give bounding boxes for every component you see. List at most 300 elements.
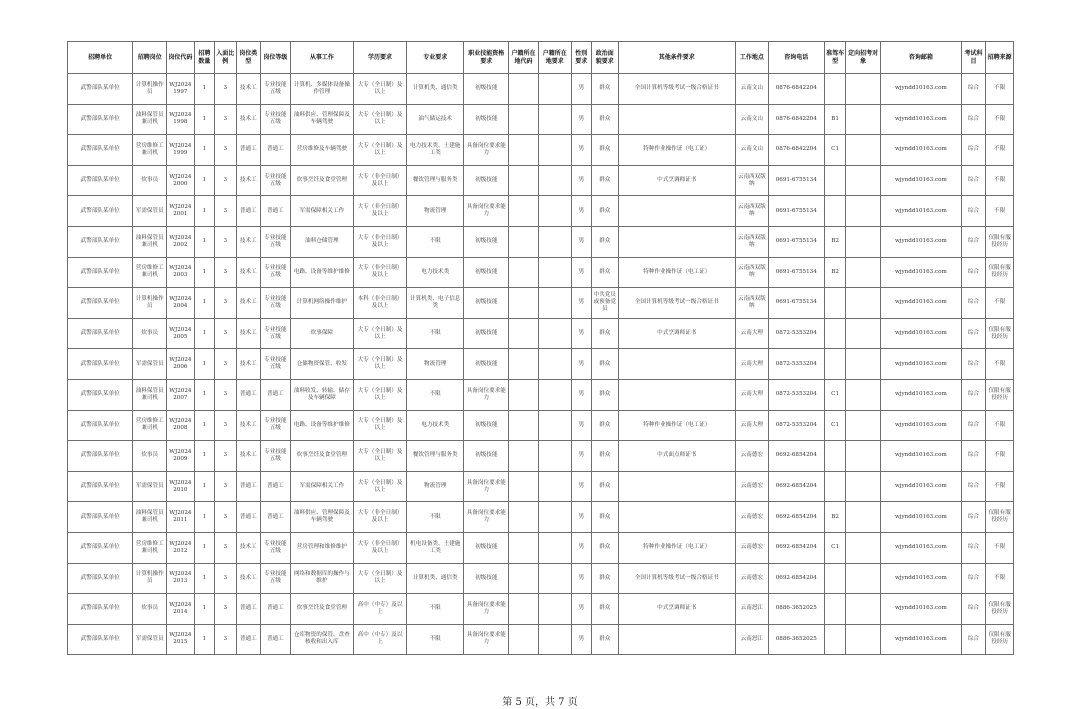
column-header: 其他条件要求 xyxy=(618,42,735,74)
table-row xyxy=(68,410,1014,441)
table-cell: 技术工 xyxy=(236,165,261,196)
table-row xyxy=(68,104,1014,135)
table-cell: 云南文山 xyxy=(736,74,769,105)
table-cell: 不限 xyxy=(986,74,1014,105)
table-cell: 餐饮管理与服务类 xyxy=(407,441,464,472)
table-cell xyxy=(824,288,845,319)
table-cell: 武警部队某单位 xyxy=(68,196,133,227)
table-cell: 男 xyxy=(571,74,591,105)
table-cell: 武警部队某单位 xyxy=(68,257,133,288)
table-cell: 普通工 xyxy=(236,471,261,502)
column-header: 咨询电话 xyxy=(768,42,824,74)
table-cell: 初级技能 xyxy=(464,104,509,135)
table-row xyxy=(68,349,1014,380)
table-cell: 炊事烹饪及食堂管理 xyxy=(290,441,353,472)
table-cell: 技术工 xyxy=(236,257,261,288)
table-cell: 不限 xyxy=(407,624,464,655)
table-cell xyxy=(824,349,845,380)
table-cell xyxy=(509,74,539,105)
table-cell: 初级技能 xyxy=(464,257,509,288)
table-cell: 物流管理 xyxy=(407,196,464,227)
table-cell: 大专（全日制）及以上 xyxy=(354,379,407,410)
table-cell: 初级技能 xyxy=(464,74,509,105)
table-cell: 男 xyxy=(571,502,591,533)
table-cell: 综合 xyxy=(961,349,986,380)
table-cell: 普通工 xyxy=(236,379,261,410)
table-cell: 1 xyxy=(194,104,214,135)
table-cell: 普通工 xyxy=(261,196,291,227)
table-cell: 群众 xyxy=(591,257,618,288)
table-cell: 炊事员 xyxy=(133,165,167,196)
table-cell: wjyndd10163.com xyxy=(881,318,962,349)
column-header: 定向招考对象 xyxy=(846,42,881,74)
table-cell: 计算机类、通信类 xyxy=(407,563,464,594)
table-cell: 云南怒江 xyxy=(736,624,769,655)
table-cell xyxy=(538,257,571,288)
table-cell: 武警部队某单位 xyxy=(68,165,133,196)
table-cell: 男 xyxy=(571,441,591,472)
table-cell: 群众 xyxy=(591,441,618,472)
table-cell: 1 xyxy=(194,74,214,105)
table-cell xyxy=(824,196,845,227)
table-cell: 3 xyxy=(215,288,236,319)
table-cell: 男 xyxy=(571,226,591,257)
table-cell: 专业技能五级 xyxy=(261,165,291,196)
table-cell: 武警部队某单位 xyxy=(68,104,133,135)
table-cell xyxy=(846,441,881,472)
table-row xyxy=(68,165,1014,196)
table-cell xyxy=(509,471,539,502)
table-cell: 0872-5353204 xyxy=(768,318,824,349)
table-cell xyxy=(538,471,571,502)
table-cell xyxy=(538,318,571,349)
table-row xyxy=(68,502,1014,533)
table-cell: 0872-5353204 xyxy=(768,349,824,380)
table-cell: 3 xyxy=(215,318,236,349)
table-cell: 大专（全日制）及以上 xyxy=(354,563,407,594)
table-cell: 技术工 xyxy=(236,349,261,380)
table-cell: 0691-6755134 xyxy=(768,257,824,288)
table-cell xyxy=(509,196,539,227)
table-cell xyxy=(538,104,571,135)
table-cell xyxy=(509,594,539,625)
table-cell xyxy=(846,379,881,410)
table-cell: 初级技能 xyxy=(464,165,509,196)
table-cell xyxy=(509,502,539,533)
table-cell: 初级技能 xyxy=(464,410,509,441)
table-cell: 不限 xyxy=(986,165,1014,196)
table-cell: 具备岗位要求能力 xyxy=(464,594,509,625)
table-cell: 3 xyxy=(215,165,236,196)
table-cell: 群众 xyxy=(591,226,618,257)
table-cell: 电力技术类、土建施工类 xyxy=(407,135,464,166)
table-cell: 群众 xyxy=(591,74,618,105)
table-cell: 男 xyxy=(571,196,591,227)
column-header: 职业技能资格要求 xyxy=(464,42,509,74)
table-cell xyxy=(846,594,881,625)
table-cell: 炊事烹饪及食堂管理 xyxy=(290,594,353,625)
table-cell: 大专（非全日制）及以上 xyxy=(354,196,407,227)
table-cell xyxy=(846,502,881,533)
table-cell: 云南德宏 xyxy=(736,441,769,472)
table-row xyxy=(68,74,1014,105)
table-cell: 中共党员或预备党员 xyxy=(591,288,618,319)
table-cell: 计算机、多媒体设备操作管理 xyxy=(290,74,353,105)
table-cell: 中式烹调师证书 xyxy=(618,594,735,625)
table-cell: 3 xyxy=(215,563,236,594)
table-cell: 综合 xyxy=(961,135,986,166)
table-cell: 3 xyxy=(215,624,236,655)
table-cell: 群众 xyxy=(591,379,618,410)
table-cell xyxy=(846,135,881,166)
table-cell xyxy=(538,135,571,166)
table-cell: 物流管理 xyxy=(407,349,464,380)
table-cell: 不限 xyxy=(407,594,464,625)
table-cell: 综合 xyxy=(961,379,986,410)
table-cell: 云南大理 xyxy=(736,318,769,349)
table-cell: B2 xyxy=(824,502,845,533)
table-cell: 云南文山 xyxy=(736,104,769,135)
table-row xyxy=(68,288,1014,319)
table-cell xyxy=(824,165,845,196)
recruitment-table xyxy=(67,41,1014,655)
table-cell: 云南怒江 xyxy=(736,594,769,625)
table-cell: 综合 xyxy=(961,165,986,196)
table-cell: 具备岗位要求能力 xyxy=(464,135,509,166)
table-cell: WJ2024 2006 xyxy=(167,349,195,380)
table-cell: 男 xyxy=(571,165,591,196)
table-cell: 全国计算机等级考试一级合格证书 xyxy=(618,563,735,594)
table-cell xyxy=(538,532,571,563)
table-cell: 综合 xyxy=(961,441,986,472)
table-cell xyxy=(509,349,539,380)
column-header: 性别要求 xyxy=(571,42,591,74)
table-cell: B2 xyxy=(824,257,845,288)
table-cell: WJ2024 2013 xyxy=(167,563,195,594)
table-cell: 军需保管员 xyxy=(133,196,167,227)
table-cell: 1 xyxy=(194,165,214,196)
table-cell xyxy=(846,257,881,288)
column-header: 专业要求 xyxy=(407,42,464,74)
table-cell: 不限 xyxy=(986,471,1014,502)
table-cell: 普通工 xyxy=(261,624,291,655)
table-cell: 综合 xyxy=(961,594,986,625)
table-cell xyxy=(509,135,539,166)
table-cell xyxy=(538,74,571,105)
column-header: 考试科目 xyxy=(961,42,986,74)
table-cell: 大专（非全日制）及以上 xyxy=(354,165,407,196)
table-cell: wjyndd10163.com xyxy=(881,288,962,319)
table-cell: 云南德宏 xyxy=(736,502,769,533)
table-cell: 专业技能五级 xyxy=(261,74,291,105)
table-cell: 综合 xyxy=(961,226,986,257)
table-cell: 油料保管员兼司机 xyxy=(133,104,167,135)
table-cell: 普通工 xyxy=(261,379,291,410)
table-cell: 群众 xyxy=(591,532,618,563)
table-cell xyxy=(509,532,539,563)
table-cell: 计算机操作员 xyxy=(133,563,167,594)
table-cell: 综合 xyxy=(961,196,986,227)
table-cell: wjyndd10163.com xyxy=(881,594,962,625)
column-header: 准驾车型 xyxy=(824,42,845,74)
table-row xyxy=(68,471,1014,502)
table-cell: 电路、设备等维护维修 xyxy=(290,257,353,288)
column-header: 招聘单位 xyxy=(68,42,133,74)
table-cell: 综合 xyxy=(961,288,986,319)
table-cell: 武警部队某单位 xyxy=(68,471,133,502)
table-cell xyxy=(538,410,571,441)
table-cell xyxy=(846,318,881,349)
table-cell xyxy=(538,226,571,257)
table-cell: WJ2024 1997 xyxy=(167,74,195,105)
table-cell: 仅限有服役经历 xyxy=(986,624,1014,655)
table-cell: 仅限有服役经历 xyxy=(986,502,1014,533)
table-cell: 不限 xyxy=(407,502,464,533)
table-cell xyxy=(538,563,571,594)
table-cell: 群众 xyxy=(591,410,618,441)
table-row xyxy=(68,196,1014,227)
table-cell: wjyndd10163.com xyxy=(881,441,962,472)
table-cell: 云南西双版纳 xyxy=(736,288,769,319)
table-cell: 军需保管员 xyxy=(133,471,167,502)
table-cell: 全国计算机等级考试一级合格证书 xyxy=(618,288,735,319)
table-cell: 综合 xyxy=(961,502,986,533)
table-cell: 大专（非全日制）及以上 xyxy=(354,226,407,257)
table-cell: 油料保管员兼司机 xyxy=(133,379,167,410)
table-cell: WJ2024 1999 xyxy=(167,135,195,166)
table-cell: WJ2024 2015 xyxy=(167,624,195,655)
table-row xyxy=(68,563,1014,594)
table-cell: 云南西双版纳 xyxy=(736,257,769,288)
table-cell: 中式面点师证书 xyxy=(618,441,735,472)
table-cell: 3 xyxy=(215,441,236,472)
table-cell: 云南文山 xyxy=(736,135,769,166)
table-cell: wjyndd10163.com xyxy=(881,502,962,533)
table-cell: 群众 xyxy=(591,104,618,135)
table-cell: 普通工 xyxy=(261,594,291,625)
table-cell xyxy=(846,226,881,257)
table-cell: 云南西双版纳 xyxy=(736,196,769,227)
table-cell: 物流管理 xyxy=(407,471,464,502)
table-cell: 仅限有服役经历 xyxy=(986,594,1014,625)
column-header: 学历要求 xyxy=(354,42,407,74)
table-cell: C1 xyxy=(824,410,845,441)
table-cell: 武警部队某单位 xyxy=(68,594,133,625)
table-cell: WJ2024 2001 xyxy=(167,196,195,227)
table-cell: 武警部队某单位 xyxy=(68,502,133,533)
table-cell: 大专（全日制）及以上 xyxy=(354,349,407,380)
table-cell: 油料保管员兼司机 xyxy=(133,502,167,533)
table-cell: 男 xyxy=(571,624,591,655)
table-cell: 营房管理和维修维护 xyxy=(290,532,353,563)
table-cell: 专业技能五级 xyxy=(261,226,291,257)
table-cell: 大专（全日制）及以上 xyxy=(354,104,407,135)
table-cell: WJ2024 2004 xyxy=(167,288,195,319)
table-cell: 群众 xyxy=(591,594,618,625)
table-cell xyxy=(824,624,845,655)
table-cell xyxy=(824,471,845,502)
table-cell xyxy=(509,410,539,441)
table-cell xyxy=(618,624,735,655)
table-cell: 油料供应、管理保障及车辆驾驶 xyxy=(290,104,353,135)
table-row xyxy=(68,318,1014,349)
table-cell: 普通工 xyxy=(236,196,261,227)
column-header: 招聘岗位 xyxy=(133,42,167,74)
table-cell: 0692-6854204 xyxy=(768,441,824,472)
table-cell: 专业技能五级 xyxy=(261,349,291,380)
table-row xyxy=(68,532,1014,563)
table-cell: 特种作业操作证（电工证） xyxy=(618,532,735,563)
table-cell: 大专（全日制）及以上 xyxy=(354,318,407,349)
table-cell: 男 xyxy=(571,257,591,288)
table-cell: 0876-6842204 xyxy=(768,135,824,166)
table-cell: 0872-5353204 xyxy=(768,410,824,441)
table-cell: 武警部队某单位 xyxy=(68,410,133,441)
column-header: 政治面貌要求 xyxy=(591,42,618,74)
table-cell: 群众 xyxy=(591,471,618,502)
table-cell: 初级技能 xyxy=(464,318,509,349)
table-cell: B2 xyxy=(824,226,845,257)
table-cell: 男 xyxy=(571,104,591,135)
table-cell: 云南德宏 xyxy=(736,471,769,502)
table-cell: 云南德宏 xyxy=(736,563,769,594)
table-cell: 1 xyxy=(194,135,214,166)
table-cell xyxy=(538,441,571,472)
table-cell: 炊事员 xyxy=(133,441,167,472)
table-cell: WJ2024 2010 xyxy=(167,471,195,502)
table-cell xyxy=(824,74,845,105)
table-row xyxy=(68,594,1014,625)
table-cell: 具备岗位要求能力 xyxy=(464,196,509,227)
table-cell: 1 xyxy=(194,288,214,319)
table-cell: 综合 xyxy=(961,624,986,655)
table-cell xyxy=(618,226,735,257)
table-cell: 群众 xyxy=(591,624,618,655)
table-cell: WJ2024 2005 xyxy=(167,318,195,349)
table-cell xyxy=(824,594,845,625)
table-cell: 不限 xyxy=(986,410,1014,441)
table-cell: 武警部队某单位 xyxy=(68,288,133,319)
table-cell: 普通工 xyxy=(236,624,261,655)
table-cell: 专业技能五级 xyxy=(261,441,291,472)
table-row xyxy=(68,257,1014,288)
table-cell: 大专（非全日制）及以上 xyxy=(354,502,407,533)
table-cell: 男 xyxy=(571,563,591,594)
table-cell: 计算机类、通信类 xyxy=(407,74,464,105)
column-header: 岗位代码 xyxy=(167,42,195,74)
table-cell: 计算机类、电子信息类 xyxy=(407,288,464,319)
table-cell: 仅限有服役经历 xyxy=(986,257,1014,288)
table-cell: 初级技能 xyxy=(464,349,509,380)
table-cell: 3 xyxy=(215,471,236,502)
table-cell: 具备岗位要求能力 xyxy=(464,379,509,410)
table-cell: 专业技能五级 xyxy=(261,288,291,319)
table-cell: 1 xyxy=(194,196,214,227)
table-cell: 军需保障相关工作 xyxy=(290,471,353,502)
table-cell: 特种作业操作证（电工证） xyxy=(618,410,735,441)
table-cell: 1 xyxy=(194,349,214,380)
table-cell xyxy=(618,471,735,502)
table-cell: wjyndd10163.com xyxy=(881,74,962,105)
table-cell: 云南西双版纳 xyxy=(736,226,769,257)
table-cell: 1 xyxy=(194,563,214,594)
table-cell: 3 xyxy=(215,226,236,257)
table-cell: 计算机网络操作维护 xyxy=(290,288,353,319)
table-cell: 具备岗位要求能力 xyxy=(464,471,509,502)
table-cell: 专业技能五级 xyxy=(261,410,291,441)
table-cell: 3 xyxy=(215,379,236,410)
table-cell: 普通工 xyxy=(236,502,261,533)
table-cell: 1 xyxy=(194,257,214,288)
table-cell xyxy=(509,226,539,257)
table-cell: 武警部队某单位 xyxy=(68,441,133,472)
table-cell: 综合 xyxy=(961,563,986,594)
table-cell: 群众 xyxy=(591,349,618,380)
table-cell: C1 xyxy=(824,135,845,166)
table-cell: 1 xyxy=(194,379,214,410)
table-cell xyxy=(618,502,735,533)
table-cell: 武警部队某单位 xyxy=(68,74,133,105)
table-cell: 云南西双版纳 xyxy=(736,165,769,196)
table-cell: 0692-6854204 xyxy=(768,502,824,533)
table-cell: 不限 xyxy=(986,135,1014,166)
table-cell: 1 xyxy=(194,594,214,625)
table-cell: 仓库物资的保管、盘查核收和出入库 xyxy=(290,624,353,655)
table-cell: 男 xyxy=(571,288,591,319)
table-cell: 油气储运技术 xyxy=(407,104,464,135)
table-cell: 中式烹调师证书 xyxy=(618,165,735,196)
table-cell: 0692-6854204 xyxy=(768,563,824,594)
table-cell: wjyndd10163.com xyxy=(881,624,962,655)
table-cell: 1 xyxy=(194,318,214,349)
table-cell: 具备岗位要求能力 xyxy=(464,502,509,533)
table-cell: 1 xyxy=(194,226,214,257)
table-cell: 大专（全日制）及以上 xyxy=(354,471,407,502)
table-cell xyxy=(509,165,539,196)
table-cell: 不限 xyxy=(407,226,464,257)
table-cell: 0886-3652025 xyxy=(768,624,824,655)
table-cell: 营房维修工兼司机 xyxy=(133,410,167,441)
table-cell: 大专（非全日制）及以上 xyxy=(354,257,407,288)
table-cell: 电力技术类 xyxy=(407,410,464,441)
table-cell: 营房维修工兼司机 xyxy=(133,135,167,166)
table-cell: 不限 xyxy=(407,379,464,410)
table-cell: 大专（全日制）及以上 xyxy=(354,135,407,166)
table-cell: 0691-6755134 xyxy=(768,226,824,257)
table-cell xyxy=(618,379,735,410)
table-cell: wjyndd10163.com xyxy=(881,349,962,380)
table-cell: 军需保管员 xyxy=(133,349,167,380)
table-cell: 油料保管员兼司机 xyxy=(133,226,167,257)
table-cell: 不限 xyxy=(986,532,1014,563)
table-cell: 计算机操作员 xyxy=(133,74,167,105)
table-row xyxy=(68,379,1014,410)
table-cell: C1 xyxy=(824,379,845,410)
table-cell: 计算机操作员 xyxy=(133,288,167,319)
table-cell: 1 xyxy=(194,624,214,655)
table-cell: 不限 xyxy=(407,318,464,349)
table-cell: 大专（全日制）及以上 xyxy=(354,441,407,472)
table-cell: 0876-6842204 xyxy=(768,104,824,135)
table-cell xyxy=(538,594,571,625)
table-cell: 1 xyxy=(194,410,214,441)
table-cell: 综合 xyxy=(961,318,986,349)
table-cell: wjyndd10163.com xyxy=(881,135,962,166)
table-cell: 云南大理 xyxy=(736,379,769,410)
table-cell: 0872-5353204 xyxy=(768,379,824,410)
table-cell: 武警部队某单位 xyxy=(68,318,133,349)
table-cell: wjyndd10163.com xyxy=(881,379,962,410)
